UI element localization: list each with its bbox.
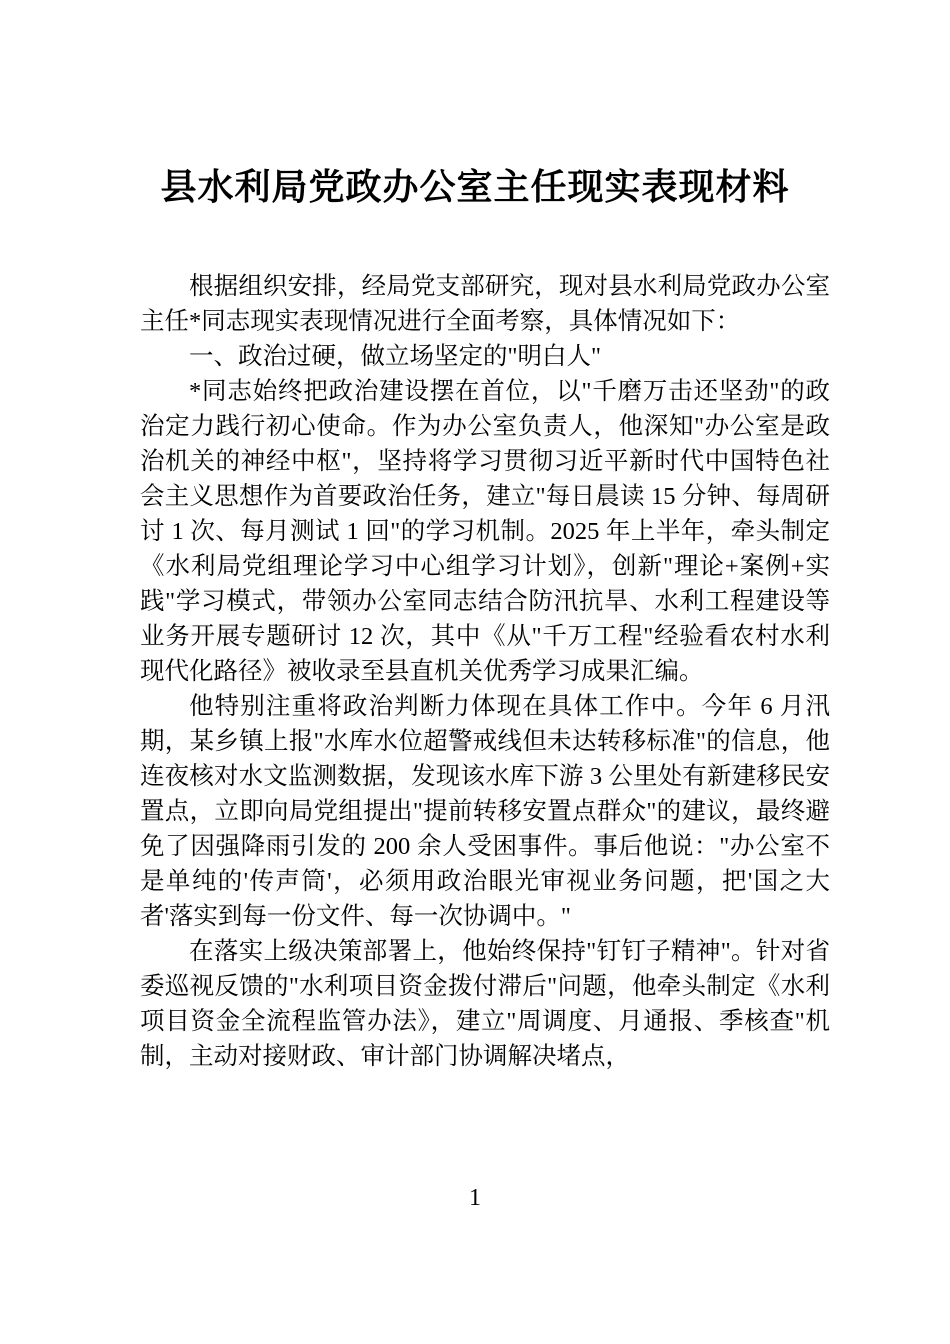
document-body <box>0 269 950 1074</box>
page-number: 1 <box>469 1185 481 1211</box>
body-paragraph: 在落实上级决策部署上，他始终保持"钉钉子精神"。针对省委巡视反馈的"水利项目资金拨付滞后"问题，他牵头制定《水利项目资金全流程监管办法》，建立"周调度、月通报、季核查"机制，主动对接财政、审计部门协调解决堵点， <box>140 938 830 1070</box>
body-paragraph: 他特别注重将政治判断力体现在具体工作中。今年 6 月汛期，某乡镇上报"水库水位超警戒线但未达转移标准"的信息，他连夜核对水文监测数据，发现该水库下游 3 公里处有新建移民安置点，立即向局党组提出"提前转移安置点群众"的建议，最终避免了因强降雨引发的 200 余人受困事件。事后他说："办公室不是单纯的'传声筒'，必须用政治眼光审视业务问题，把'国之大者'落实到每一份文件、每一次协调中。" <box>140 693 830 930</box>
section-heading: 一、政治过硬，做立场坚定的"明白人" <box>189 343 602 370</box>
body-paragraph: *同志始终把政治建设摆在首位，以"千磨万击还坚劲"的政治定力践行初心使命。作为办公室负责人，他深知"办公室是政治机关的神经中枢"，坚持将学习贯彻习近平新时代中国特色社会主义思想作为首要政治任务，建立"每日晨读 15 分钟、每周研讨 1 次、每月测试 1 回"的学习机制。2025 年上半年，牵头制定《水利局党组理论学习中心组学习计划》，创新"理论+案例+实践"学习模式，带领办公室同志结合防汛抗旱、水利工程建设等业务开展专题研讨 12 次，其中《从"千万工程"经验看农村水利现代化路径》被收录至县直机关优秀学习成果汇编。 <box>140 378 830 685</box>
document-title: 县水利局党政办公室主任现实表现材料 <box>160 166 790 207</box>
intro-paragraph: 根据组织安排，经局党支部研究，现对县水利局党政办公室主任*同志现实表现情况进行全面考察，具体情况如下： <box>140 273 830 335</box>
